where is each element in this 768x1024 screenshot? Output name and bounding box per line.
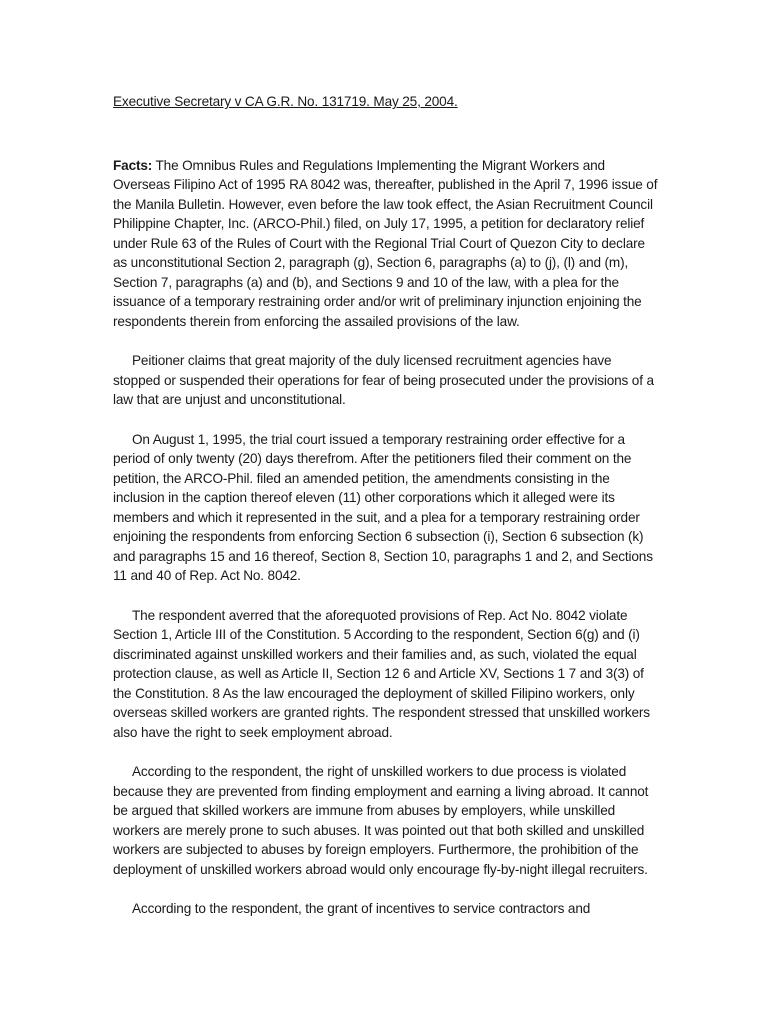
document-page — [113, 92, 658, 939]
case-title: Executive Secretary v CA G.R. No. 131719. May 25, 2004. — [113, 94, 458, 109]
facts-label: Facts: — [113, 157, 153, 173]
facts-paragraph — [113, 156, 658, 332]
body-paragraph: According to the respondent, the right of unskilled workers to due process is violated because they are prevented from finding employment and earning a living abroad. It cannot be argued that skilled workers are immune from abuses by employers, while unskilled workers are merely prone to such abuses. It was pointed out that both skilled and unskilled workers are subjected to abuses by foreign employers. Furthermore, the prohibition of the deployment of unskilled workers abroad would only encourage fly-by-night illegal recruiters. — [113, 764, 649, 877]
body-paragraph: On August 1, 1995, the trial court issued a temporary restraining order effective for a period of only twenty (20) days therefrom. After the petitioners filed their comment on the petition, the ARCO-Phil. filed an amended petition, the amendments consisting in the inclusion in the caption thereof eleven (11) other corporations which it alleged were its members and which it represented in the suit, and a plea for a temporary restraining order enjoining the respondents from enforcing Section 6 subsection (i), Section 6 subsection (k) and paragraphs 15 and 16 thereof, Section 8, Section 10, paragraphs 1 and 2, and Sections 11 and 40 of Rep. Act No. 8042. — [113, 431, 653, 583]
body-paragraph: Peitioner claims that great majority of the duly licensed recruitment agencies have stopped or suspended their operations for fear of being prosecuted under the provisions of a law that are unjust and unconstitutional. — [113, 353, 654, 407]
body-paragraph: According to the respondent, the grant of incentives to service contractors and — [132, 901, 591, 916]
body-paragraph: The respondent averred that the aforequoted provisions of Rep. Act No. 8042 violate Section 1, Article III of the Constitution. 5 According to the respondent, Section 6(g) and (i) discriminated against unskilled workers and their families and, as such, violated the equal protection clause, as well as Article II, Section 12 6 and Article XV, Sections 1 7 and 3(3) of the Constitution. 8 As the law encouraged the deployment of skilled Filipino workers, only overseas skilled workers are granted rights. The respondent stressed that unskilled workers also have the right to seek employment abroad. — [113, 607, 650, 740]
facts-text: The Omnibus Rules and Regulations Implementing the Migrant Workers and Overseas Filipino Act of 1995 RA 8042 was, thereafter, published in the April 7, 1996 issue of the Manila Bulletin. However, even before the law took effect, the Asian Recruitment Council Philippine Chapter, Inc. (ARCO-Phil.) filed, on July 17, 1995, a petition for declaratory relief under Rule 63 of the Rules of Court with the Regional Trial Court of Quezon City to declare as unconstitutional Section 2, paragraph (g), Section 6, paragraphs (a) to (j), (l) and (m), Section 7, paragraphs (a) and (b), and Sections 9 and 10 of the law, with a plea for the issuance of a temporary restraining order and/or writ of preliminary injunction enjoining the respondents therein from enforcing the assailed provisions of the law. — [113, 157, 658, 329]
